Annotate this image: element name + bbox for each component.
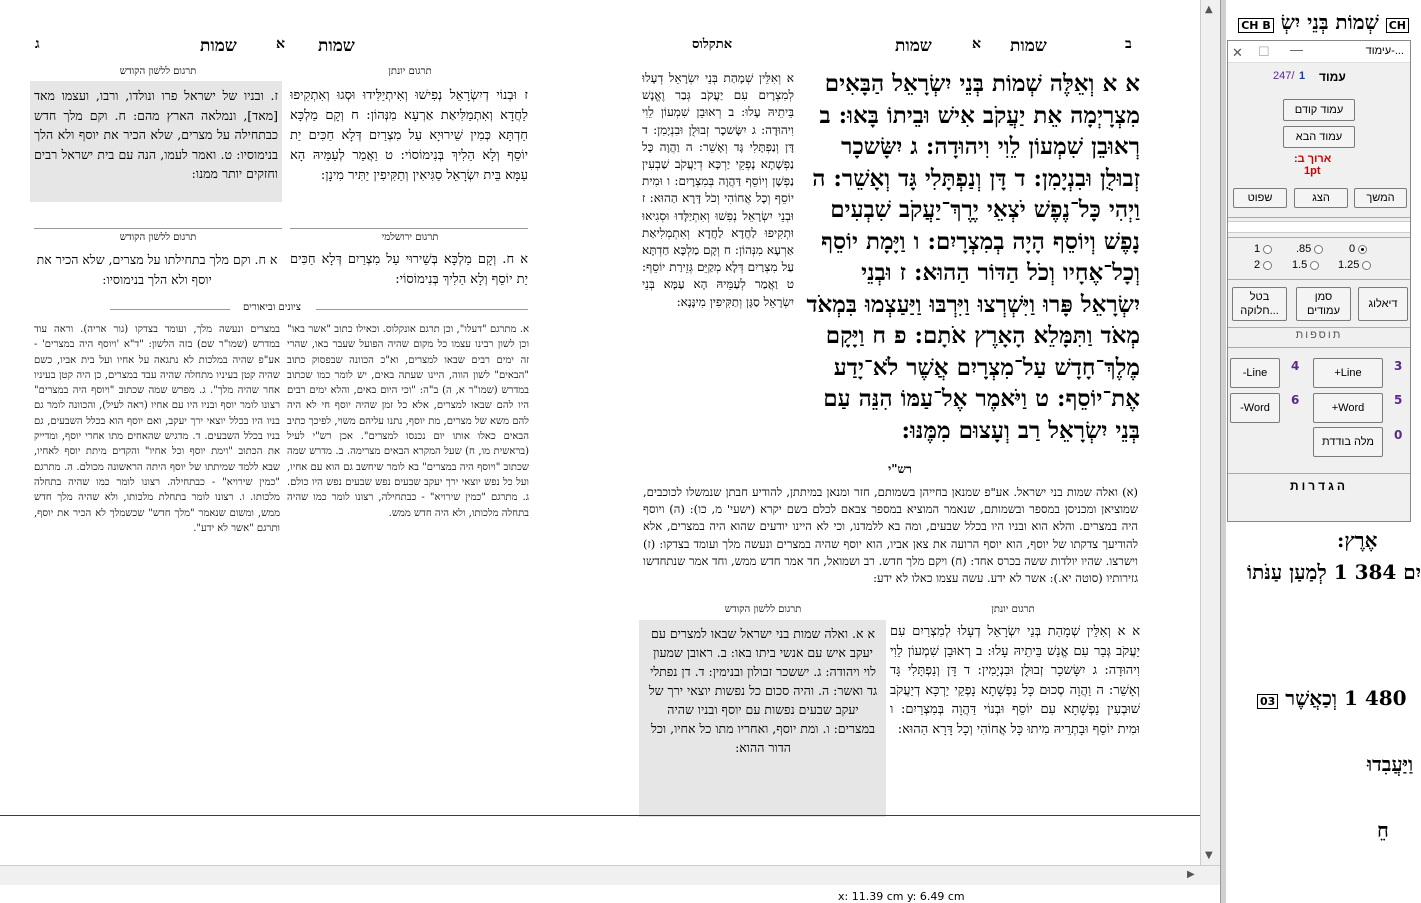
- yerushalmi-text: א ח. וְקָם מַלְכָּא בְּשֵׁירוּי עַל מִצְרַיִם דְּלָא חַכִּים יַת יוֹסֵף וְלָא הַלִיךְ בְּנִימוֹסוֹי:: [290, 252, 528, 287]
- divider-line: [1228, 473, 1410, 474]
- divider-line: [290, 228, 528, 229]
- radio-15[interactable]: 1.5: [1292, 259, 1319, 271]
- page-total: 247/: [1273, 70, 1295, 82]
- bottom-targum-yonatan-text: א א וְאִלֵּין שְׁמָהַת בְּנֵי יִשְׂרָאֵל דְעָלוּ לְמִצְרַיִם עִם יַעֲקֹב גְּבַר עִם אֱנַשׁ בֵּיתֵיהּ עָלוּ: ב רְאוּבֵן שִׁמְעוֹן לֵוִי וִיהוּדָה: ג יִשָּׂשכָר זְבוּלֻן וּבִנְיָמִין: ד דָּן וְנַפְתָּלִי גָּד וְאָשֵׁר: ה וַהֲוָה סְכוּם כָּל נַפְשָׁתָא נָפְקֵי יַרְכָּא דְיַעֲקֹב שׁוּבְעִין נַפְשָׁתָא עִם יוֹסֵף וּבְנוֹי דַּהֲוָה בְּמִצְרַיִם: ו וּמִית יוֹסֵף וּבָתְרֵיהּ מִיתוּ כָּל אֲחוֹהִי וְכָל דָּרָא הַהוּא:: [890, 624, 1140, 737]
- tziyunim-left-column: במצרים ונעשה מלך, ועומד בצדקו (גור אריה). וראה עוד במדרש (שמו"ר שם) בזה הלשון: "ד"א 'ויוסף היה במצרים' - אע"פ שהיה במלכות לא נתגאה על אחיו ועל בית אביו, כשם שהיה קטן בעיניו מתחלה שהיה עבד במצרים, כן היה קטן בעיניו אחר שהיה מלך". ג. מפרש שמה שכתוב "ויוסף היה במצרים" רצונו לומר יוסף ובניו היו עם אחיו (ראה לעיל), והכוונה לומר גם בניו היו בכלל יוצאי ירך יעקב, ואם יוסף הוא בכלל השבעים, גם בניו בכלל השבעים. ד. מדגיש שהאחים מתו אחרי יוסף, ומדייק את הכתוב "וימת יוסף וכל אחיו" והקדים מיתת יוסף לאחיו, שבא ללמד שמיתתו של יוסף היתה הראשונה מכולם. ה. מתרגם "כמין שירויא" - כבתחילה. רצונו לומר כמו שהיה בתחלה מלכותו. ו. רצונו לומר בתחלת מלכותו, ולא שהיה מלך חדש ממש, ומשום שנאמר "מלך חדש" שכשמלך לא הכיר את יוסף, ותרגם "אשר לא ידע".: [34, 324, 280, 534]
- single-word-count: 0: [1394, 428, 1403, 442]
- radio-icon: [1362, 261, 1371, 270]
- remove-word-button[interactable]: -Word: [1230, 393, 1280, 423]
- pane-splitter[interactable]: [1220, 0, 1227, 903]
- targum-yonatan-top-title: תרגום יונתן: [388, 66, 432, 77]
- prev-page-button[interactable]: עמוד קודם: [1283, 99, 1355, 121]
- scroll-up-icon[interactable]: ▲: [1205, 4, 1213, 15]
- cancel-split-button[interactable]: בטל חלוקה...: [1232, 287, 1287, 321]
- add-line-button[interactable]: +Line: [1313, 358, 1383, 388]
- yerushalmi-title: תרגום ירושלמי: [381, 232, 439, 243]
- code-tag: CH: [1386, 18, 1409, 33]
- panel-title: ...-עימוד: [1365, 45, 1404, 57]
- divider-line: [34, 228, 282, 229]
- editor-line: אֶרֶץ:: [1337, 528, 1378, 552]
- right-page-title: שמות: [1010, 36, 1047, 56]
- radio-1[interactable]: 1: [1254, 243, 1272, 255]
- code-tag: CH B: [1238, 18, 1274, 33]
- bottom-targum-yonatan-title: תרגום יונתן: [991, 604, 1035, 615]
- lashon-kodesh-mid-text: א ח. וקם מלך בתחילתו על מצרים, שלא הכיר את יוסף ולא הלך בנימוסיו:: [36, 252, 278, 287]
- left-page-number: ג: [35, 36, 40, 52]
- mark-columns-button[interactable]: סמן עמודים: [1296, 287, 1351, 321]
- left-page-title: שמות: [318, 36, 355, 56]
- scroll-right-icon[interactable]: ▶: [1187, 869, 1195, 880]
- editor-line: יִם ‎1 384‎ לְמַעַן עַנֹּתוֹ: [1247, 560, 1421, 584]
- long-by-value: 1pt: [1304, 165, 1321, 177]
- radio-icon: [1314, 245, 1323, 254]
- horizontal-scrollbar[interactable]: [0, 865, 1220, 885]
- radio-icon: [1310, 261, 1319, 270]
- bottom-lashon-text: א א. ואלה שמות בני ישראל שבאו למצרים עם יעקב איש עם אנשי ביתו באו: ב. ראובן שמעון לוי ויהודה: ג. יששכר זבולון ובנימין: ד. דן נפתלי גד ואשר: ה. והיה סכום כל נפשות יוצאי ירך של יעקב שבעים נפשות עם יוסף ובניו שהיה במצרים: ו. ומת יוסף, ואחריו מתו כל אחיו, וכל הדור ההוא:: [648, 626, 878, 755]
- right-page-number: ב: [1125, 36, 1132, 52]
- radio-0[interactable]: 0: [1349, 243, 1367, 255]
- long-by-label: ארוך ב:: [1294, 153, 1332, 165]
- single-word-button[interactable]: מלה בודדת: [1313, 427, 1383, 457]
- divider-line: [316, 309, 528, 310]
- radio-085[interactable]: .85: [1296, 243, 1323, 255]
- radio-selected-icon: [1358, 245, 1367, 254]
- next-page-button[interactable]: עמוד הבא: [1283, 126, 1355, 148]
- additions-label: תוספות: [1295, 329, 1343, 341]
- radio-2[interactable]: 2: [1254, 259, 1272, 271]
- divider-line: [1228, 327, 1410, 328]
- word-add-count: 5: [1394, 393, 1403, 407]
- divider-line: [1228, 217, 1410, 218]
- tziyunim-right-column: א. מתרגם "דעלו", וכן תרגם אונקלוס. וכאילו כתוב "אשר באו" וכן לשון רבינו עצמו כל מקום שהיה הפועל שעבר באו, שהרי זה ימים רבים שבאו למצרים, וא"כ הכוונה שבפסוק כתוב "הבאים" לשון הווה, היינו שעתה באים, יש לומר כמו שכתוב במדרש (שמו"ר א, ה) ב"ה: "וכי היום באים, והלא ימים רבים היו להם שבאו למצרים, אלא כל זמן שהיה יוסף חי לא היה להם משא של מצרים, מת יוסף, נתנו עליהם משוי, לפיכך כתיב הבאים כאלו אותו יום נכנסו למצרים". אכן רש"י לעיל (בראשית מו, ח) שעל המקרא הבאים מצרימה. ב. מדרש שמה שכתוב "ויוסף היה במצרים" בא לומר שיחשב גם הוא עם אחיו, ועל כל נפש יוצאי ירך יעקב שבעים נפש שבעים נפש היו כולם. ג. מתרגם "כמין שירויא" - כבתחילה, רצונו לומר כמו שהיה בתחלה מלכותו, ולא היה חדש ממש.: [287, 324, 529, 519]
- code-tag: 03: [1257, 694, 1278, 709]
- page-margin-line: [0, 815, 1200, 816]
- remove-line-button[interactable]: -Line: [1230, 358, 1280, 388]
- divider-line: [1228, 347, 1410, 348]
- settings-label[interactable]: הגדרות: [1290, 479, 1348, 493]
- panel-titlebar: [1228, 41, 1410, 63]
- editor-line: וַיַּעֲבִדוּ: [1367, 752, 1414, 776]
- editor-line: ‎1 480‎ וְכַאֲשֶׁר 03: [1257, 686, 1407, 711]
- editor-line: CH שְׁמוֹת בְּנֵי יִשְׂ CH B: [1238, 10, 1409, 35]
- left-page-chapter: א: [276, 36, 285, 52]
- line-add-count: 3: [1394, 359, 1403, 373]
- right-page-targum-heading: אתקלוס: [692, 37, 733, 52]
- close-icon[interactable]: ✕: [1232, 45, 1243, 60]
- dialog-button[interactable]: דיאלוג: [1358, 287, 1408, 321]
- right-page-chapter: א: [972, 36, 981, 52]
- tziyunim-title: ציונים וביאורים: [242, 302, 302, 313]
- rashi-title: רש"י: [888, 462, 912, 476]
- page-current[interactable]: 1: [1299, 70, 1306, 82]
- radio-icon: [1263, 245, 1272, 254]
- divider-line: [1228, 279, 1410, 280]
- maximize-icon[interactable]: ☐: [1258, 44, 1270, 59]
- targum-yonatan-top-text: ז וּבְנוֹי דְיִשְׂרָאֵל נְפִישׁוּ וְאִיתְיַלִּידוּ וּסְגוּ וְאִתְקִיפוּ לַחֲדָא וְאִתְמַלִּיאַת אַרְעָא מִנְּהוֹן: ח וְקָם מַלְכָּא חַדְתָּא כְּמִין שֵׁירוּיָא עַל מִצְרַיִם דְּלָא חַכִּים יַת יוֹסֵף וְלָא הַלִיךְ בְּנִימוֹסוֹי: ט וַאֲמַר לְעַמֵּיהּ הָא עַמָּא בֵּית יִשְׂרָאֵל סַגִּיאִין וְתַקִּיפִין יַתִּיר מִינָן:: [290, 88, 528, 183]
- status-bar: [0, 885, 1413, 903]
- vertical-scrollbar[interactable]: [1200, 0, 1220, 865]
- onkelos-column: א וְאִלֵּין שְׁמָהַת בְּנֵי יִשְׂרָאֵל דְעָלוּ לְמִצְרָיִם עִם יַעֲקֹב גְּבַר וֶאֱנָשׁ בֵּיתֵיהּ עָלוּ: ב רְאוּבֵן שִׁמְעוֹן לֵוִי וִיהוּדָה: ג יִשָּׂשכָר זְבוּלֻן וּבִנְיָמִן: ד דָּן וְנַפְתָּלִי גָּד וְאָשֵׁר: ה וַהֲוָה כָּל נַפְשָׁתָא נָפְקֵי יַרְכָּא דְיַעֲקֹב שַׁבְעִין נַפְשָׁן וְיוֹסֵף דַּהֲוָה בְּמִצְרָיִם: ו וּמִית יוֹסֵף וְכָל אֲחוֹהִי וְכֹל דָּרָא הַהוּא: ז וּבְנֵי יִשְׂרָאֵל נְפִשׁוּ וְאִתְיַלָּדוּ וּסְגִיאוּ וּתְקִיפוּ לַחֲדָא לַחֲדָא וְאִתְמְלִיאַת אַרְעָא מִנְּהוֹן: ח וְקָם מַלְכָּא חַדְתָּא עַל מִצְרַיִם דְּלָא מְקַיֵּם גְּזֵירַת יוֹסֵף: ט וַאֲמַר לְעַמֵּיהּ הָא עַמָּא בְּנֵי יִשְׂרָאֵל סַגָּן וְתַקִּיפִין מִינָּנָא:: [642, 71, 794, 309]
- minimize-icon[interactable]: —: [1290, 42, 1303, 57]
- main-torah-text: א א וְאֵלֶּה שְׁמוֹת בְּנֵי יִשְׂרָאֵל הַבָּאִים מִצְרָיְמָה אֵת יַעֲקֹב אִישׁ וּבֵיתוֹ בָּאוּ: ב רְאוּבֵן שִׁמְעוֹן לֵוִי וִיהוּדָה: ג יִשָּׂשכָר זְבוּלֻן וּבִנְיָמִן: ד דָּן וְנַפְתָּלִי גָּד וְאָשֵׁר: ה וַיְהִי כָּל־נֶפֶשׁ יֹצְאֵי יֶרֶךְ־יַעֲקֹב שִׁבְעִים נָפֶשׁ וְיוֹסֵף הָיָה בְמִצְרָיִם: ו וַיָּמָת יוֹסֵף וְכָל־אֶחָיו וְכֹל הַדּוֹר הַהוּא: ז וּבְנֵי יִשְׂרָאֵל פָּרוּ וַיִּשְׁרְצוּ וַיִּרְבּוּ וַיַּעַצְמוּ בִּמְאֹד מְאֹד וַתִּמָּלֵא הָאָרֶץ אֹתָם: פ ח וַיָּקָם מֶלֶךְ־חָדָשׁ עַל־מִצְרָיִם אֲשֶׁר לֹא־יָדַע אֶת־יוֹסֵף: ט וַיֹּאמֶר אֶל־עַמּוֹ הִנֵּה עַם בְּנֵי יִשְׂרָאֵל רַב וְעָצוּם מִמֶּנּוּ:: [806, 70, 1140, 444]
- page-label: עמוד: [1319, 70, 1346, 84]
- word-remove-count: 6: [1291, 393, 1300, 407]
- right-page-section: שמות: [895, 36, 932, 56]
- pagination-panel: [1227, 40, 1411, 522]
- add-word-button[interactable]: +Word: [1313, 393, 1383, 423]
- editor-line: חֵ: [1377, 818, 1389, 842]
- line-remove-count: 4: [1291, 359, 1300, 373]
- scroll-down-icon[interactable]: ▼: [1205, 850, 1213, 861]
- left-page-title-2: שמות: [200, 36, 237, 56]
- divider-line: [1228, 237, 1410, 238]
- lashon-kodesh-mid-title: תרגום ללשון הקודש: [119, 232, 197, 243]
- show-button[interactable]: הצג: [1294, 188, 1348, 208]
- bottom-lashon-title: תרגום ללשון הקודש: [724, 604, 802, 615]
- judge-button[interactable]: שפוט: [1233, 188, 1287, 208]
- radio-icon: [1263, 261, 1272, 270]
- cursor-coordinates: x: 11.39 cm y: 6.49 cm: [838, 890, 965, 903]
- separator-field: [1228, 221, 1410, 233]
- lashon-kodesh-top-title: תרגום ללשון הקודש: [119, 66, 197, 77]
- divider-line: [110, 309, 230, 310]
- radio-125[interactable]: 1.25: [1338, 259, 1371, 271]
- continue-button[interactable]: המשך: [1354, 188, 1407, 208]
- lashon-kodesh-top-text: ז. ובניו של ישראל פרו ונולדו, ורבו, ועצמו מאד [מאד], ונמלאה הארץ מהם: ח. וקם מלך חדש כבתחילה על מצרים, שלא הכיר את יוסף ולא הלך בנימוסיו: ט. ואמר לעמו, הנה עם בית ישראל רבים וחזקים יותר ממנו:: [34, 88, 278, 181]
- rashi-text: (א) ואלה שמות בני ישראל. אע"פ שמנאן בחייהן בשמותם, חזר ומנאן במיתתן, להודיע חבתן שנמשלו לכוכבים, שמוציאן ומכניסן במספר ובשמותם, שנאמר המוציא במספר צבאם לכלם בשם יקרא (ישעי' מ, כו): (ה) ויוסף היה במצרים. והלא הוא ובניו היו בכלל שבעים, ומה בא ללמדנו, וכי לא היינו יודעים שהוא היה במצרים, אלא להודיעך צדקתו של יוסף, הוא יוסף הרועה את צאן אביו, הוא יוסף שהיה במצרים ונעשה מלך ועומד בצדקו: (ז) וישרצו. שהיו יולדות ששה בכרס אחד: (ח) ויקם מלך חדש. רב ושמואל, חד אמר חדש ממש, וחד אמר שנתחדשו גזירותיו (סוטה יא.): אשר לא ידע. עשה עצמו כאלו לא ידע:: [643, 485, 1138, 586]
